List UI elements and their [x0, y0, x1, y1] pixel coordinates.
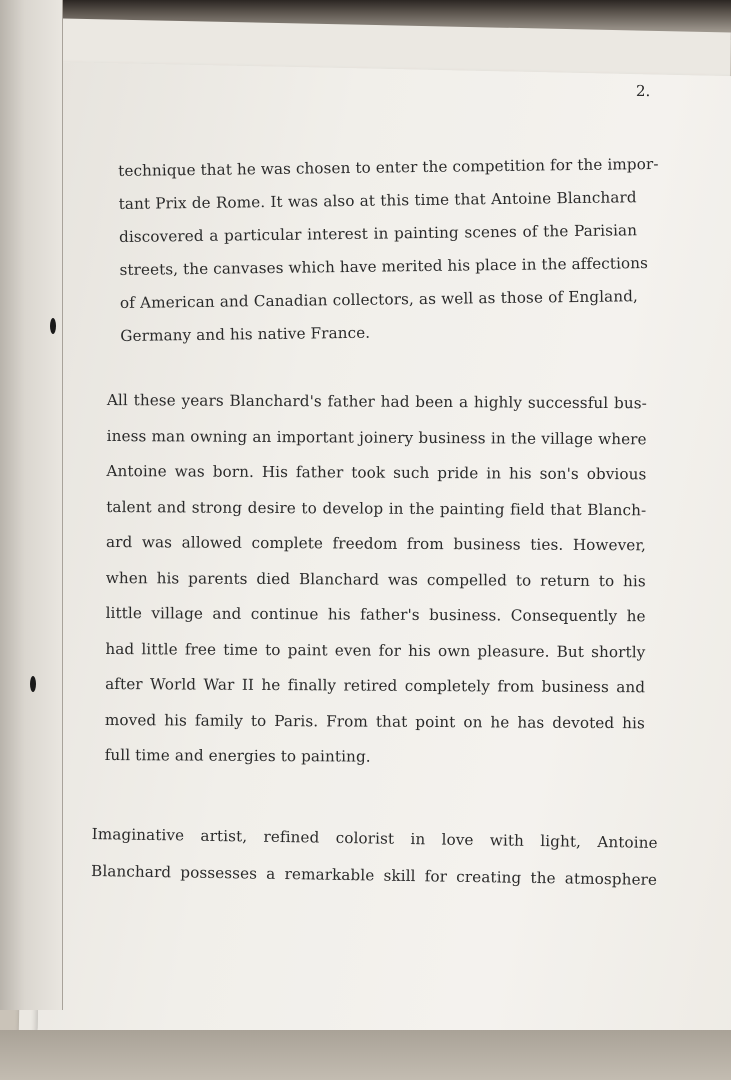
binding-hole [30, 676, 36, 692]
text-line: full time and energies to painting. [104, 745, 371, 766]
bottom-edge [0, 1030, 731, 1080]
binding-hole [50, 318, 56, 334]
text-line: ard was allowed complete freedom from business ties. However, [105, 532, 647, 555]
page-number: 2. [635, 81, 651, 101]
paragraph-1 [118, 148, 659, 353]
text-line: talent and strong desire to develop in the painting field that Blanch- [106, 497, 647, 519]
left-booklet-edge [0, 0, 63, 1010]
text-line: All these years Blanchard's father had been a highly successful bus- [106, 390, 647, 413]
text-line: little village and continue his father's business. Consequently he [105, 603, 646, 626]
text-line: had little free time to paint even for his own pleasure. But shortly [105, 639, 646, 661]
paragraph-3 [91, 816, 658, 899]
text-line: moved his family to Paris. From that point on he has devoted his [104, 710, 645, 732]
text-line: streets, the canvases which have merited his place in the affections [119, 254, 649, 279]
text-line: technique that he was chosen to enter the competition for the impor- [118, 154, 659, 180]
text-line: after World War II he finally retired completely from business and [105, 674, 646, 697]
text-line: Blanchard possesses a remarkable skill for creating the atmosphere [90, 861, 658, 889]
text-line: Imaginative artist, refined colorist in love with light, Antoine [91, 824, 658, 852]
paragraph-2 [105, 383, 647, 777]
text-line: Antoine was born. His father took such pride in his son's obvious [106, 461, 647, 484]
text-line: tant Prix de Rome. It was also at this time that Antoine Blanchard [118, 188, 637, 213]
text-line: Germany and his native France. [120, 323, 371, 345]
text-line: discovered a particular interest in painting scenes of the Parisian [118, 221, 638, 246]
text-line: of American and Canadian collectors, as well as those of England, [119, 287, 639, 312]
text-line: iness man owning an important joinery business in the village where [106, 426, 647, 448]
text-line: when his parents died Blanchard was compelled to return to his [105, 568, 646, 590]
